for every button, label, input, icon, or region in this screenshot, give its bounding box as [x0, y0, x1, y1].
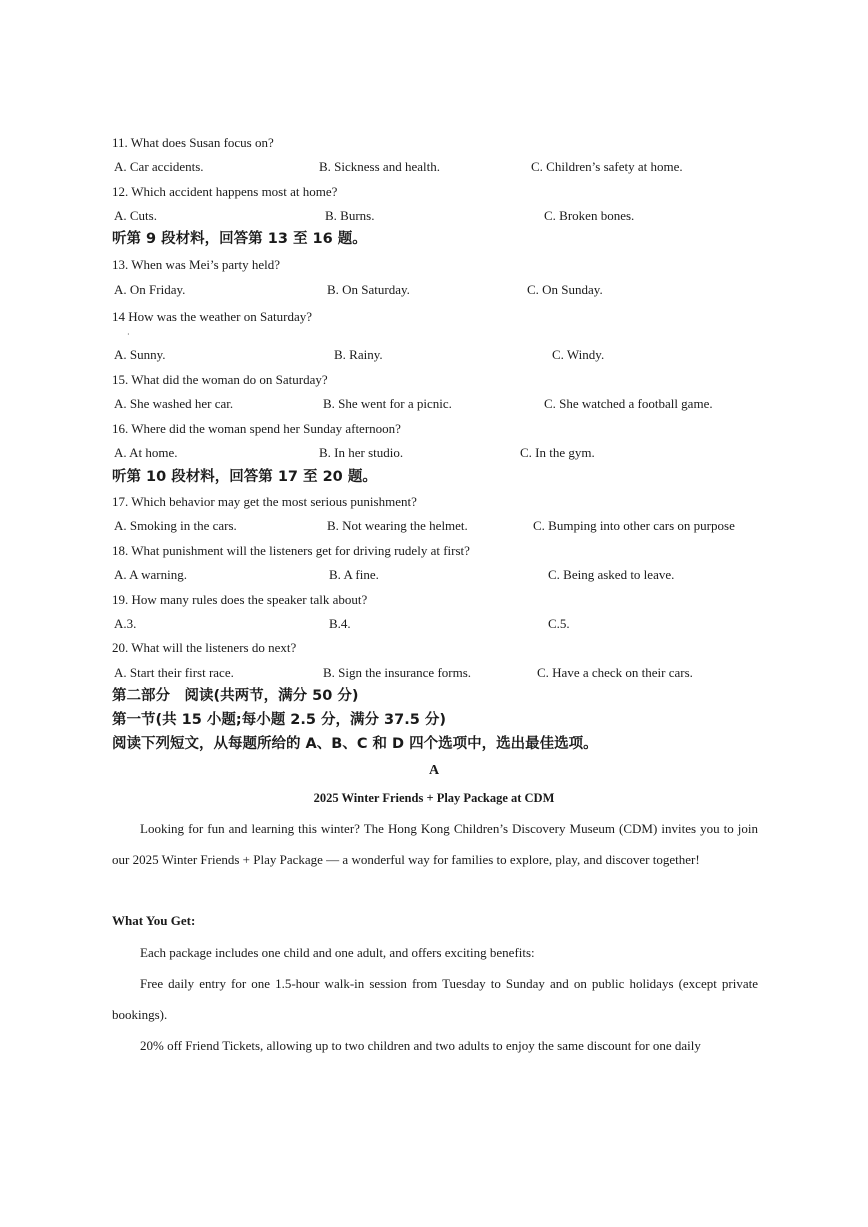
q12-option-a: A. Cuts. — [114, 208, 157, 223]
q20-option-b: B. Sign the insurance forms. — [323, 665, 472, 680]
q11-option-b: B. Sickness and health. — [319, 159, 440, 174]
question-13: 13. When was Mei’s party held? — [112, 257, 280, 272]
q15-option-a: A. She washed her car. — [114, 396, 234, 411]
q19-option-c: C.5. — [548, 616, 570, 631]
section-9-heading: 听第 9 段材料，回答第 13 至 16 题。 — [112, 231, 367, 247]
question-19: 19. How many rules does the speaker talk about? — [112, 592, 368, 607]
question-18: 18. What punishment will the listeners get for driving rudely at first? — [112, 543, 470, 558]
question-14: 14 How was the weather on Saturday? — [112, 309, 312, 324]
passage-paragraph-4: 20% off Friend Tickets, allowing up to two children and two adults to enjoy the same discount for one daily — [140, 1038, 701, 1053]
q18-option-b: B. A fine. — [329, 567, 379, 582]
question-17: 17. Which behavior may get the most serious punishment? — [112, 494, 417, 509]
q19-option-a: A.3. — [114, 616, 137, 631]
q13-option-a: A. On Friday. — [114, 282, 186, 297]
q14-option-a: A. Sunny. — [114, 347, 166, 362]
question-20: 20. What will the listeners do next? — [112, 640, 297, 655]
q13-option-b: B. On Saturday. — [327, 282, 410, 297]
stray-dot: · — [127, 330, 130, 339]
q16-option-c: C. In the gym. — [520, 445, 595, 460]
section-1-heading: 第一节(共 15 小题;每小题 2.5 分，满分 37.5 分) — [112, 712, 446, 728]
q20-option-c: C. Have a check on their cars. — [537, 665, 693, 680]
q19-option-b: B.4. — [329, 616, 351, 631]
q16-option-b: B. In her studio. — [319, 445, 404, 460]
passage-letter: A — [428, 763, 440, 778]
section-10-heading: 听第 10 段材料，回答第 17 至 20 题。 — [112, 469, 377, 485]
reading-instruction: 阅读下列短文，从每题所给的 A、B、C 和 D 四个选项中，选出最佳选项。 — [112, 736, 598, 752]
q14-option-c: C. Windy. — [552, 347, 605, 362]
q12-option-b: B. Burns. — [325, 208, 375, 223]
question-15: 15. What did the woman do on Saturday? — [112, 372, 328, 387]
q11-option-a: A. Car accidents. — [114, 159, 204, 174]
q17-option-c: C. Bumping into other cars on purpose — [533, 518, 735, 533]
question-11: 11. What does Susan focus on? — [112, 135, 274, 150]
q14-option-b: B. Rainy. — [334, 347, 383, 362]
q17-option-b: B. Not wearing the helmet. — [327, 518, 468, 533]
q15-option-c: C. She watched a football game. — [544, 396, 713, 411]
question-16: 16. Where did the woman spend her Sunday afternoon? — [112, 421, 401, 436]
passage-subheading: What You Get: — [112, 913, 196, 928]
passage-title: 2025 Winter Friends + Play Package at CDM — [313, 791, 555, 805]
q20-option-a: A. Start their first race. — [114, 665, 234, 680]
passage-paragraph-2: Each package includes one child and one adult, and offers exciting benefits: — [140, 945, 535, 960]
passage-paragraph-1: Looking for fun and learning this winter? The Hong Kong Children’s Discovery Museum (CDM) invites you to join our 2025 Winter Friends + Play Package — a wonderful way for families to explore, play, and discover together! — [112, 821, 758, 867]
passage-paragraph-3: Free daily entry for one 1.5-hour walk-in session from Tuesday to Sunday and on public holidays (except private bookings). — [112, 976, 758, 1022]
q16-option-a: A. At home. — [114, 445, 178, 460]
q18-option-a: A. A warning. — [114, 567, 187, 582]
q12-option-c: C. Broken bones. — [544, 208, 635, 223]
part-2-heading: 第二部分 阅读(共两节，满分 50 分) — [112, 688, 359, 704]
question-12: 12. Which accident happens most at home? — [112, 184, 338, 199]
q13-option-c: C. On Sunday. — [527, 282, 603, 297]
q15-option-b: B. She went for a picnic. — [323, 396, 452, 411]
q17-option-a: A. Smoking in the cars. — [114, 518, 237, 533]
q18-option-c: C. Being asked to leave. — [548, 567, 675, 582]
q11-option-c: C. Children’s safety at home. — [531, 159, 683, 174]
